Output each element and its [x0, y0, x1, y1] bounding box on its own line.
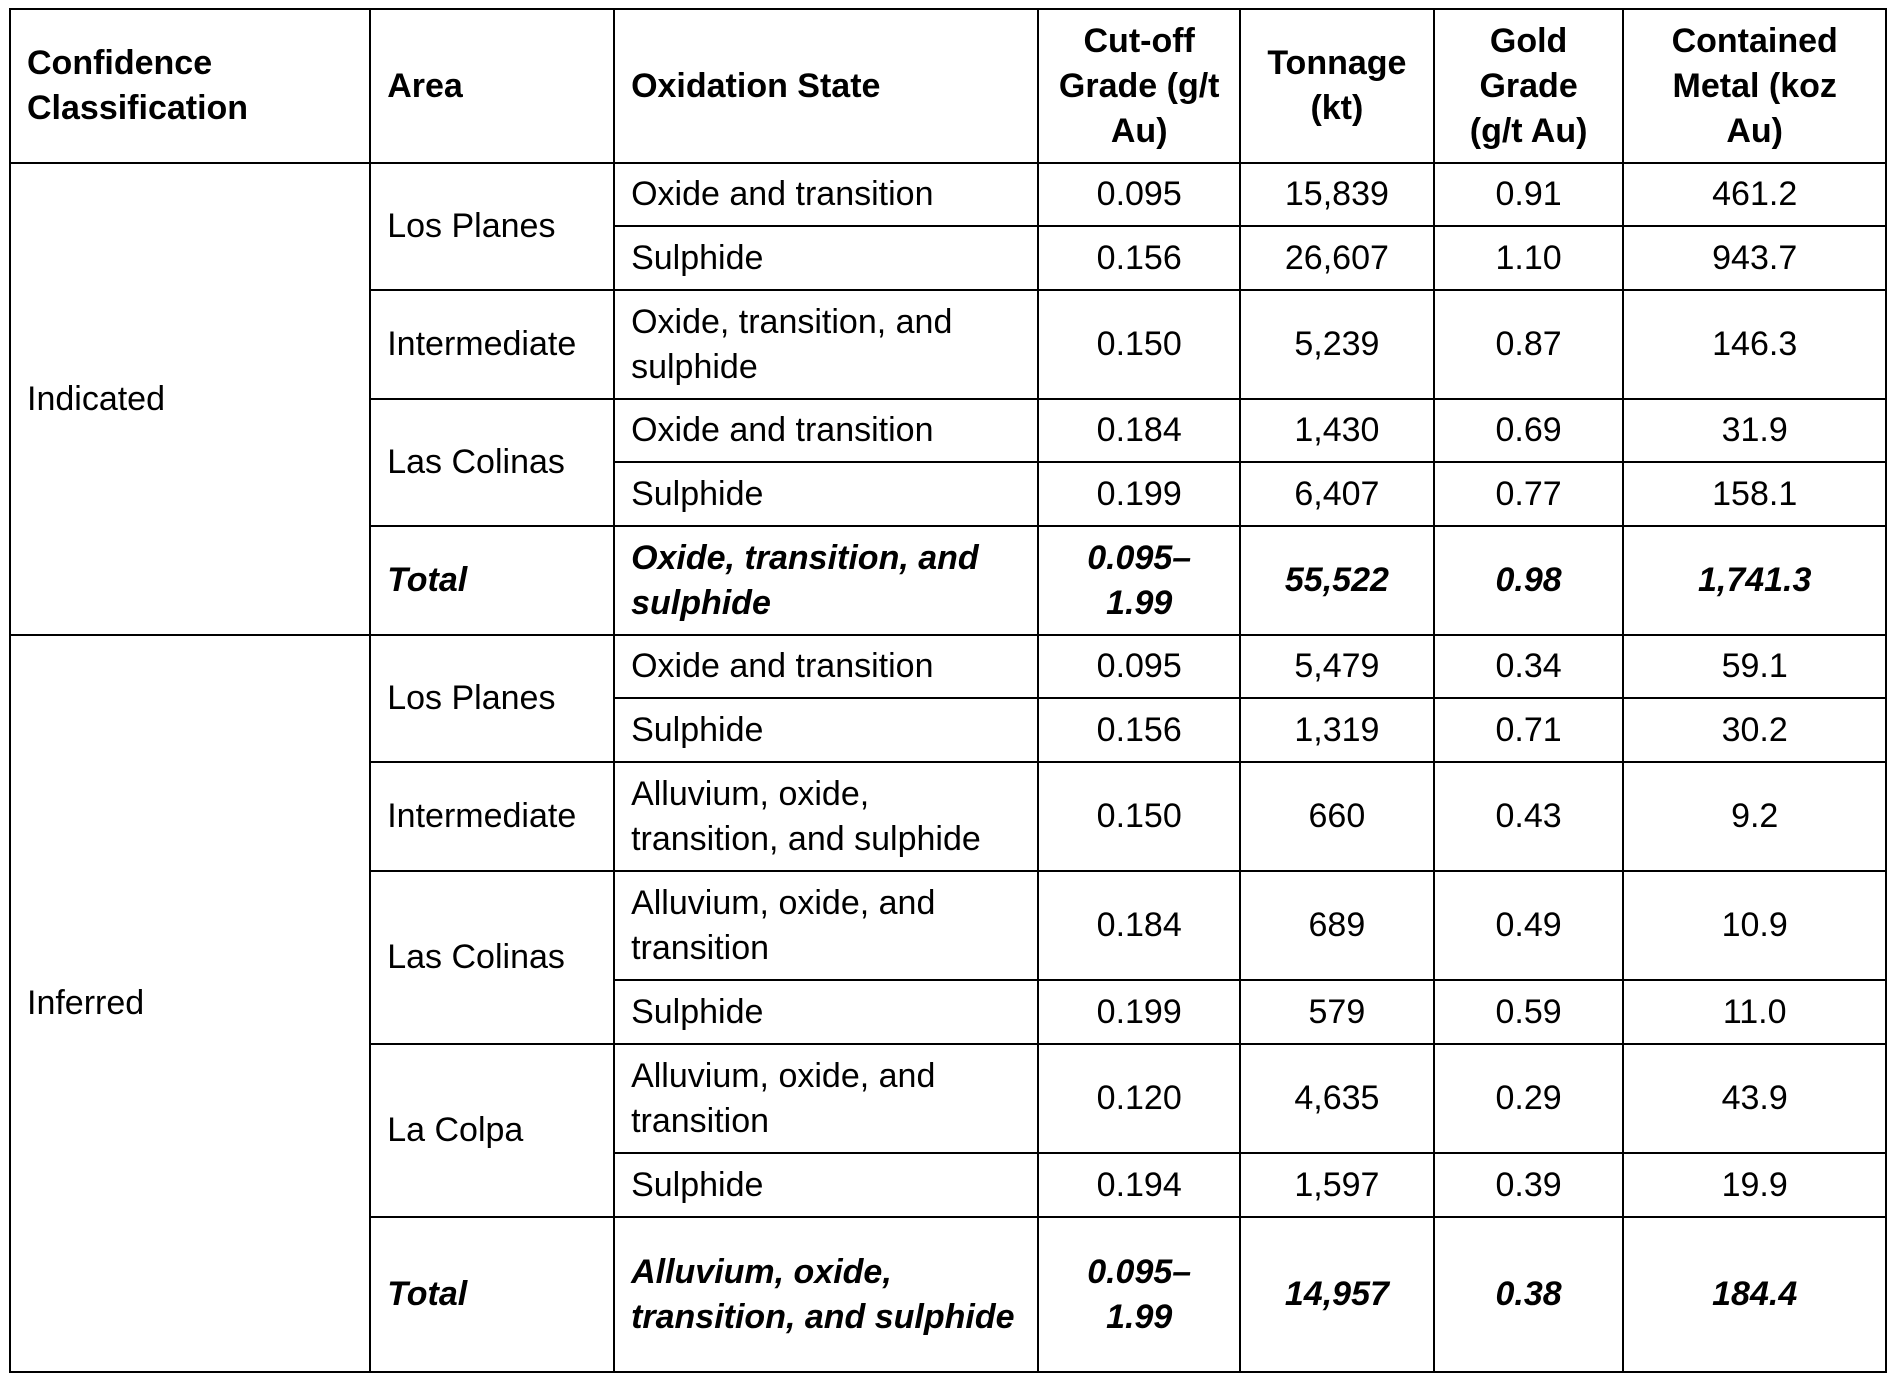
header-tonnage: Tonnage (kt) [1240, 9, 1434, 163]
grade-cell: 0.49 [1434, 871, 1624, 980]
metal-cell: 9.2 [1623, 762, 1886, 871]
cutoff-cell: 0.184 [1038, 399, 1240, 462]
metal-cell: 10.9 [1623, 871, 1886, 980]
header-cutoff-grade: Cut-off Grade (g/t Au) [1038, 9, 1240, 163]
tonnage-cell: 15,839 [1240, 163, 1434, 226]
area-cell: Intermediate [370, 290, 614, 399]
grade-cell: 0.38 [1434, 1217, 1624, 1372]
tonnage-cell: 5,239 [1240, 290, 1434, 399]
header-contained-metal: Contained Metal (koz Au) [1623, 9, 1886, 163]
tonnage-cell: 5,479 [1240, 635, 1434, 698]
oxidation-cell: Oxide, transition, and sulphide [614, 526, 1038, 635]
tonnage-cell: 579 [1240, 980, 1434, 1044]
grade-cell: 0.59 [1434, 980, 1624, 1044]
grade-cell: 0.91 [1434, 163, 1624, 226]
metal-cell: 943.7 [1623, 226, 1886, 290]
header-gold-grade: Gold Grade (g/t Au) [1434, 9, 1624, 163]
metal-cell: 31.9 [1623, 399, 1886, 462]
total-label: Total [370, 1217, 614, 1372]
oxidation-cell: Sulphide [614, 226, 1038, 290]
area-cell: Las Colinas [370, 871, 614, 1044]
area-cell: Las Colinas [370, 399, 614, 526]
tonnage-cell: 1,319 [1240, 698, 1434, 762]
tonnage-cell: 6,407 [1240, 462, 1434, 526]
metal-cell: 146.3 [1623, 290, 1886, 399]
cutoff-cell: 0.199 [1038, 462, 1240, 526]
oxidation-cell: Sulphide [614, 1153, 1038, 1217]
cutoff-cell: 0.199 [1038, 980, 1240, 1044]
cutoff-cell: 0.150 [1038, 762, 1240, 871]
oxidation-cell: Oxide and transition [614, 635, 1038, 698]
grade-cell: 0.98 [1434, 526, 1624, 635]
tonnage-cell: 26,607 [1240, 226, 1434, 290]
tonnage-cell: 14,957 [1240, 1217, 1434, 1372]
cutoff-cell: 0.156 [1038, 226, 1240, 290]
classification-inferred: Inferred [10, 635, 370, 1372]
metal-cell: 11.0 [1623, 980, 1886, 1044]
header-confidence-classification: Confidence Classification [10, 9, 370, 163]
metal-cell: 19.9 [1623, 1153, 1886, 1217]
cutoff-cell: 0.095 [1038, 635, 1240, 698]
grade-cell: 0.77 [1434, 462, 1624, 526]
metal-cell: 184.4 [1623, 1217, 1886, 1372]
area-cell: La Colpa [370, 1044, 614, 1217]
oxidation-cell: Alluvium, oxide, transition, and sulphide [614, 1217, 1038, 1372]
mineral-resource-table [9, 8, 1887, 1373]
table-row [10, 635, 1886, 698]
cutoff-cell: 0.095–1.99 [1038, 526, 1240, 635]
table-row [10, 163, 1886, 226]
grade-cell: 1.10 [1434, 226, 1624, 290]
header-oxidation-state: Oxidation State [614, 9, 1038, 163]
metal-cell: 43.9 [1623, 1044, 1886, 1153]
tonnage-cell: 689 [1240, 871, 1434, 980]
grade-cell: 0.29 [1434, 1044, 1624, 1153]
oxidation-cell: Alluvium, oxide, and transition [614, 871, 1038, 980]
metal-cell: 1,741.3 [1623, 526, 1886, 635]
oxidation-cell: Sulphide [614, 698, 1038, 762]
area-cell: Intermediate [370, 762, 614, 871]
oxidation-cell: Oxide, transition, and sulphide [614, 290, 1038, 399]
metal-cell: 59.1 [1623, 635, 1886, 698]
tonnage-cell: 55,522 [1240, 526, 1434, 635]
grade-cell: 0.71 [1434, 698, 1624, 762]
metal-cell: 461.2 [1623, 163, 1886, 226]
cutoff-cell: 0.095 [1038, 163, 1240, 226]
classification-indicated: Indicated [10, 163, 370, 635]
total-label: Total [370, 526, 614, 635]
cutoff-cell: 0.184 [1038, 871, 1240, 980]
area-cell: Los Planes [370, 163, 614, 290]
cutoff-cell: 0.095–1.99 [1038, 1217, 1240, 1372]
grade-cell: 0.39 [1434, 1153, 1624, 1217]
header-area: Area [370, 9, 614, 163]
tonnage-cell: 1,430 [1240, 399, 1434, 462]
grade-cell: 0.43 [1434, 762, 1624, 871]
metal-cell: 158.1 [1623, 462, 1886, 526]
oxidation-cell: Oxide and transition [614, 399, 1038, 462]
grade-cell: 0.34 [1434, 635, 1624, 698]
tonnage-cell: 660 [1240, 762, 1434, 871]
cutoff-cell: 0.150 [1038, 290, 1240, 399]
oxidation-cell: Sulphide [614, 980, 1038, 1044]
oxidation-cell: Alluvium, oxide, transition, and sulphide [614, 762, 1038, 871]
oxidation-cell: Oxide and transition [614, 163, 1038, 226]
tonnage-cell: 1,597 [1240, 1153, 1434, 1217]
header-row [10, 9, 1886, 163]
tonnage-cell: 4,635 [1240, 1044, 1434, 1153]
oxidation-cell: Sulphide [614, 462, 1038, 526]
metal-cell: 30.2 [1623, 698, 1886, 762]
cutoff-cell: 0.120 [1038, 1044, 1240, 1153]
grade-cell: 0.69 [1434, 399, 1624, 462]
grade-cell: 0.87 [1434, 290, 1624, 399]
cutoff-cell: 0.156 [1038, 698, 1240, 762]
area-cell: Los Planes [370, 635, 614, 762]
cutoff-cell: 0.194 [1038, 1153, 1240, 1217]
oxidation-cell: Alluvium, oxide, and transition [614, 1044, 1038, 1153]
